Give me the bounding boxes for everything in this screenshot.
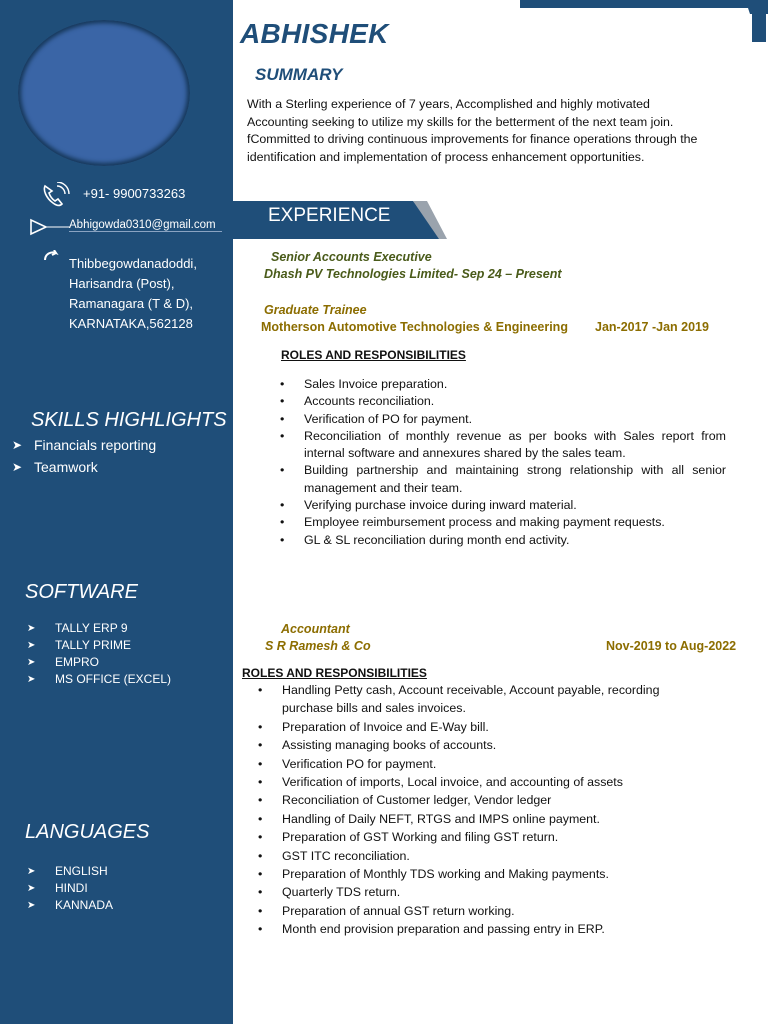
job-title: Accountant [281, 622, 350, 636]
list-item: • Preparation of annual GST return working. [256, 902, 686, 920]
address-line: KARNATAKA,562128 [69, 316, 193, 331]
responsibilities-list [256, 681, 686, 939]
address-line: Ramanagara (T & D), [69, 296, 194, 311]
company-name: S R Ramesh & Co [265, 639, 371, 653]
header-decoration [520, 0, 768, 42]
arrow-bullet-icon: ➤ [27, 640, 36, 651]
list-item: • Assisting managing books of accounts. [256, 736, 686, 754]
arrow-bullet-icon: ➤ [27, 883, 36, 894]
address-line: Harisandra (Post), [69, 276, 175, 291]
list-item: • Reconciliation of Customer ledger, Vendor ledger [256, 791, 686, 809]
skills-list [0, 434, 233, 478]
list-item: • Quarterly TDS return. [256, 883, 686, 901]
email-address[interactable]: Abhigowda0310@gmail.com [69, 219, 222, 232]
arrow-bullet-icon: ➤ [27, 657, 36, 668]
list-item: ➤ KANNADA [27, 898, 114, 912]
summary-line: Accounting seeking to utilize my skills for the betterment of the next team join. [247, 114, 674, 129]
summary-text [247, 96, 747, 166]
list-item: • Verifying purchase invoice during inward material. [278, 497, 726, 514]
arrow-bullet-icon: ➤ [12, 438, 23, 452]
list-item: ➤ Financials reporting [0, 434, 233, 456]
software-heading: SOFTWARE [25, 581, 138, 603]
arrow-bullet-icon: ➤ [27, 900, 36, 911]
list-item: • Preparation of Invoice and E-Way bill. [256, 718, 686, 736]
summary-line: With a Sterling experience of 7 years, Accomplished and highly motivated [247, 97, 650, 111]
list-item: ➤ Teamwork [0, 456, 233, 478]
languages-list [25, 863, 233, 914]
summary-heading: SUMMARY [255, 65, 343, 84]
list-item: ➤ MS OFFICE (EXCEL) [27, 672, 172, 686]
address-line: Thibbegowdanadoddi, [69, 256, 197, 271]
responsibilities-heading: ROLES AND RESPONSIBILITIES [242, 666, 427, 680]
email-icon [30, 218, 70, 241]
list-item: • Handling of Daily NEFT, RTGS and IMPS online payment. [256, 810, 686, 828]
list-item: ➤ HINDI [27, 881, 88, 895]
experience-heading: EXPERIENCE [268, 205, 391, 226]
software-list [25, 620, 233, 688]
list-item: • Verification of imports, Local invoice, and accounting of assets [256, 773, 686, 791]
address [69, 254, 197, 334]
list-item: ➤ TALLY ERP 9 [27, 621, 128, 635]
list-item: • Verification of PO for payment. [278, 411, 726, 428]
job-title: Senior Accounts Executive [271, 250, 432, 264]
list-item: • Sales Invoice preparation. [278, 376, 726, 393]
candidate-name: ABHISHEK [240, 18, 389, 49]
location-icon [43, 250, 61, 269]
responsibilities-list [278, 376, 726, 549]
languages-heading: LANGUAGES [25, 821, 150, 843]
list-item: • Month end provision preparation and passing entry in ERP. [256, 920, 686, 938]
phone-number[interactable]: +91- 9900733263 [83, 186, 186, 201]
job-dates: Nov-2019 to Aug-2022 [606, 639, 737, 653]
list-item: • Preparation of Monthly TDS working and Making payments. [256, 865, 686, 883]
job-title: Graduate Trainee [264, 303, 367, 317]
list-item: • GST ITC reconciliation. [256, 847, 686, 865]
arrow-bullet-icon: ➤ [27, 623, 36, 634]
list-item: • Employee reimbursement process and making payment requests. [278, 514, 726, 531]
profile-photo [18, 20, 190, 166]
company-name: Dhash PV Technologies Limited- Sep 24 – Present [264, 267, 562, 281]
arrow-bullet-icon: ➤ [12, 460, 23, 474]
list-item: • Accounts reconciliation. [278, 393, 726, 410]
list-item: ➤ TALLY PRIME [27, 638, 132, 652]
company-name: Motherson Automotive Technologies & Engineering [261, 320, 568, 334]
list-item: • Preparation of GST Working and filing GST return. [256, 828, 686, 846]
list-item: • Verification PO for payment. [256, 755, 686, 773]
list-item: ➤ EMPRO [27, 655, 100, 669]
skills-heading: SKILLS HIGHLIGHTS [31, 409, 227, 431]
list-item: ➤ ENGLISH [27, 864, 108, 878]
responsibilities-heading: ROLES AND RESPONSIBILITIES [281, 348, 466, 362]
list-item: • GL & SL reconciliation during month end activity. [278, 532, 726, 549]
summary-line: fCommitted to driving continuous improvements for finance operations through the [247, 132, 698, 146]
job-dates: Jan-2017 -Jan 2019 [595, 320, 709, 334]
summary-line: identification and implementation of process enhancement opportunities. [247, 149, 645, 164]
arrow-bullet-icon: ➤ [27, 866, 36, 877]
phone-icon [40, 182, 70, 213]
list-item: • Reconciliation of monthly revenue as per books with Sales report from internal software and annexures shared by the sales team. [278, 428, 726, 463]
list-item: • Building partnership and maintaining strong relationship with all senior management and their team. [278, 462, 726, 497]
list-item: • Handling Petty cash, Account receivable, Account payable, recording purchase bills and sales invoices. [256, 681, 686, 718]
arrow-bullet-icon: ➤ [27, 674, 36, 685]
